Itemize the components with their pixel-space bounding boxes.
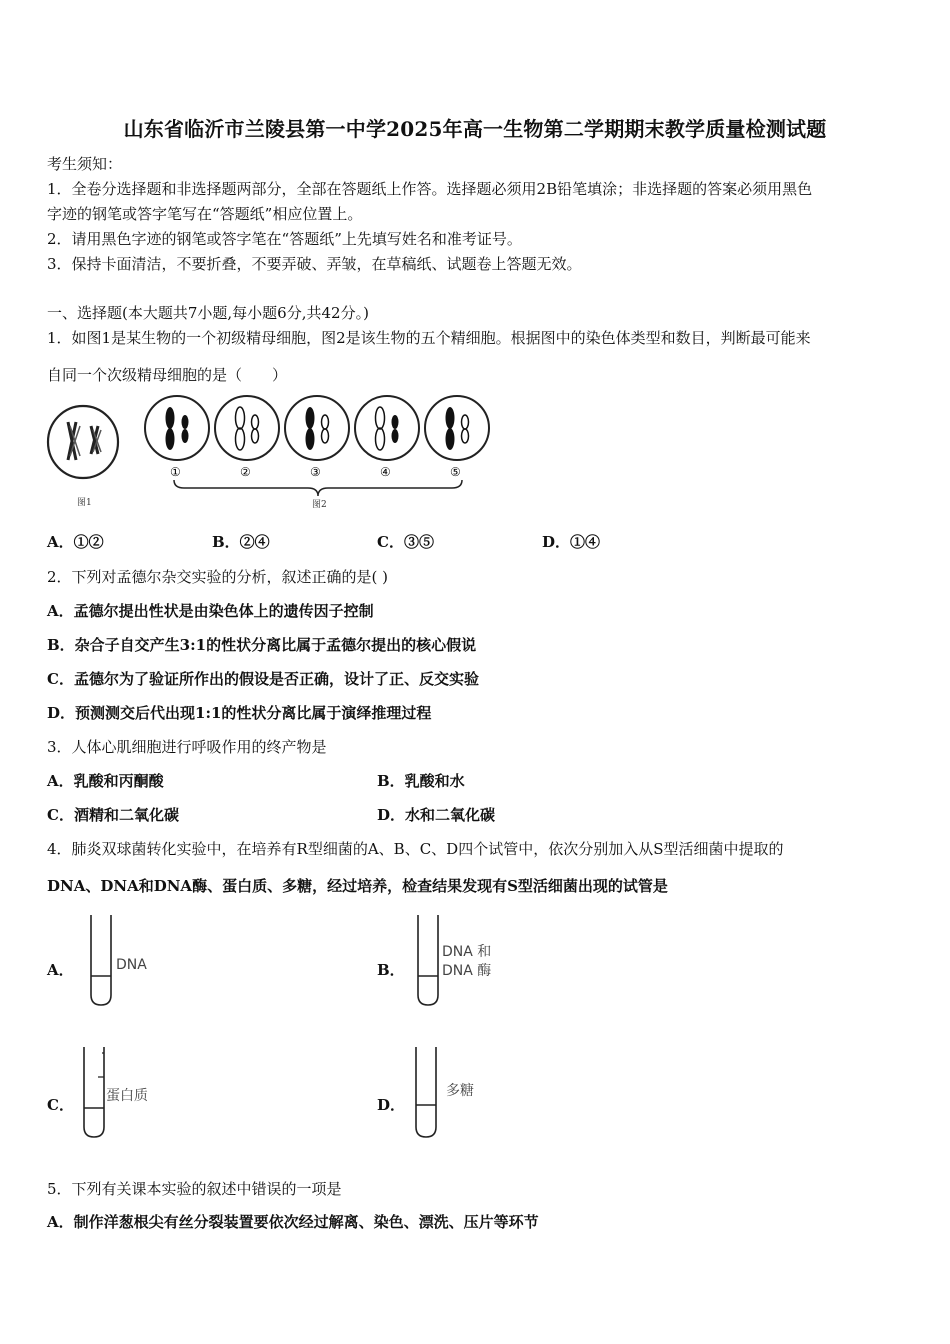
cell-label-4: ④ [380,465,391,479]
q2-option-b[interactable]: B．杂合子自交产生3:1的性状分离比属于孟德尔提出的核心假说 [47,636,477,654]
notice-item: 字迹的钢笔或答字笔写在“答题纸”相应位置上。 [47,205,363,223]
tube-c-label: 蛋白质 [106,1088,148,1104]
notice-item: 2．请用黑色字迹的钢笔或答字笔在“答题纸”上先填写姓名和准考证号。 [47,230,522,248]
question-2-stem: 2．下列对孟德尔杂交实验的分析，叙述正确的是( ) [47,568,389,586]
question-1-stem-cont: 自同一个次级精母细胞的是（ ） [47,366,288,384]
question-3-stem: 3．人体心肌细胞进行呼吸作用的终产物是 [47,738,327,756]
q1-option-a[interactable]: A．①② [47,533,104,551]
q4-option-c[interactable]: C． [47,1096,74,1114]
page-title: 山东省临沂市兰陵县第一中学2025年高一生物第二学期期末教学质量检测试题 [123,117,827,141]
test-tube-a [85,913,175,1009]
q1-option-d[interactable]: D．①④ [542,533,601,551]
q3-option-b[interactable]: B．乳酸和水 [377,772,465,790]
test-tube-d [410,1045,510,1141]
notice-heading: 考生须知： [47,155,123,173]
q2-option-c[interactable]: C．孟德尔为了验证所作出的假设是否正确，设计了正、反交实验 [47,670,479,688]
spermatid-cell-1 [145,396,209,460]
cell-label-2: ② [240,465,251,479]
cell-label-1: ① [170,465,181,479]
q3-option-d[interactable]: D．水和二氧化碳 [377,806,496,824]
tube-d-label: 多糖 [446,1083,474,1099]
q4-option-b[interactable]: B． [377,961,405,979]
test-tube-c [78,1045,178,1141]
notice-item: 1．全卷分选择题和非选择题两部分，全部在答题纸上作答。选择题必须用2B铅笔填涂；非选择题的答案必须用黑色 [47,180,813,198]
tube-a-label: DNA [116,957,147,973]
cell-label-5: ⑤ [450,465,461,479]
spermatid-cell-5 [425,396,489,460]
question-4-stem: 4．肺炎双球菌转化实验中，在培养有R型细菌的A、B、C、D四个试管中，依次分别加入从S型活细菌中提取的 [47,840,784,858]
q5-option-a[interactable]: A．制作洋葱根尖有丝分裂装置要依次经过解离、染色、漂洗、压片等环节 [47,1213,539,1231]
fig2-brace [174,480,462,496]
question-5-stem: 5．下列有关课本实验的叙述中错误的一项是 [47,1180,342,1198]
question-4-stem-cont: DNA、DNA和DNA酶、蛋白质、多糖，经过培养，检查结果发现有S型活细菌出现的试管是 [47,877,668,895]
q2-option-a[interactable]: A．孟德尔提出性状是由染色体上的遗传因子控制 [47,602,374,620]
section-heading: 一、选择题(本大题共7小题,每小题6分,共42分。) [47,304,369,322]
spermatid-cell-2 [215,396,279,460]
q3-option-c[interactable]: C．酒精和二氧化碳 [47,806,179,824]
fig1-cell [48,406,118,478]
cell-label-3: ③ [310,465,321,479]
q2-option-d[interactable]: D．预测测交后代出现1:1的性状分离比属于演绎推理过程 [47,704,432,722]
question-1-stem: 1．如图1是某生物的一个初级精母细胞，图2是该生物的五个精细胞。根据图中的染色体类型和数目，判断最可能来 [47,329,811,347]
fig1-label: 图1 [77,498,92,508]
q4-option-d[interactable]: D． [377,1096,406,1114]
spermatid-cell-4 [355,396,419,460]
test-tube-b [412,913,512,1009]
q4-option-a[interactable]: A． [47,961,74,979]
q1-option-b[interactable]: B．②④ [212,533,270,551]
q3-option-a[interactable]: A．乳酸和丙酮酸 [47,772,164,790]
tube-b-label-1: DNA 和 [442,944,492,960]
fig2-label: 图2 [312,500,327,510]
q1-figure [40,392,510,517]
tube-b-label-2: DNA 酶 [442,963,492,979]
spermatid-cell-3 [285,396,349,460]
q1-option-c[interactable]: C．③⑤ [377,533,434,551]
notice-item: 3．保持卡面清洁，不要折叠，不要弄破、弄皱，在草稿纸、试题卷上答题无效。 [47,255,582,273]
